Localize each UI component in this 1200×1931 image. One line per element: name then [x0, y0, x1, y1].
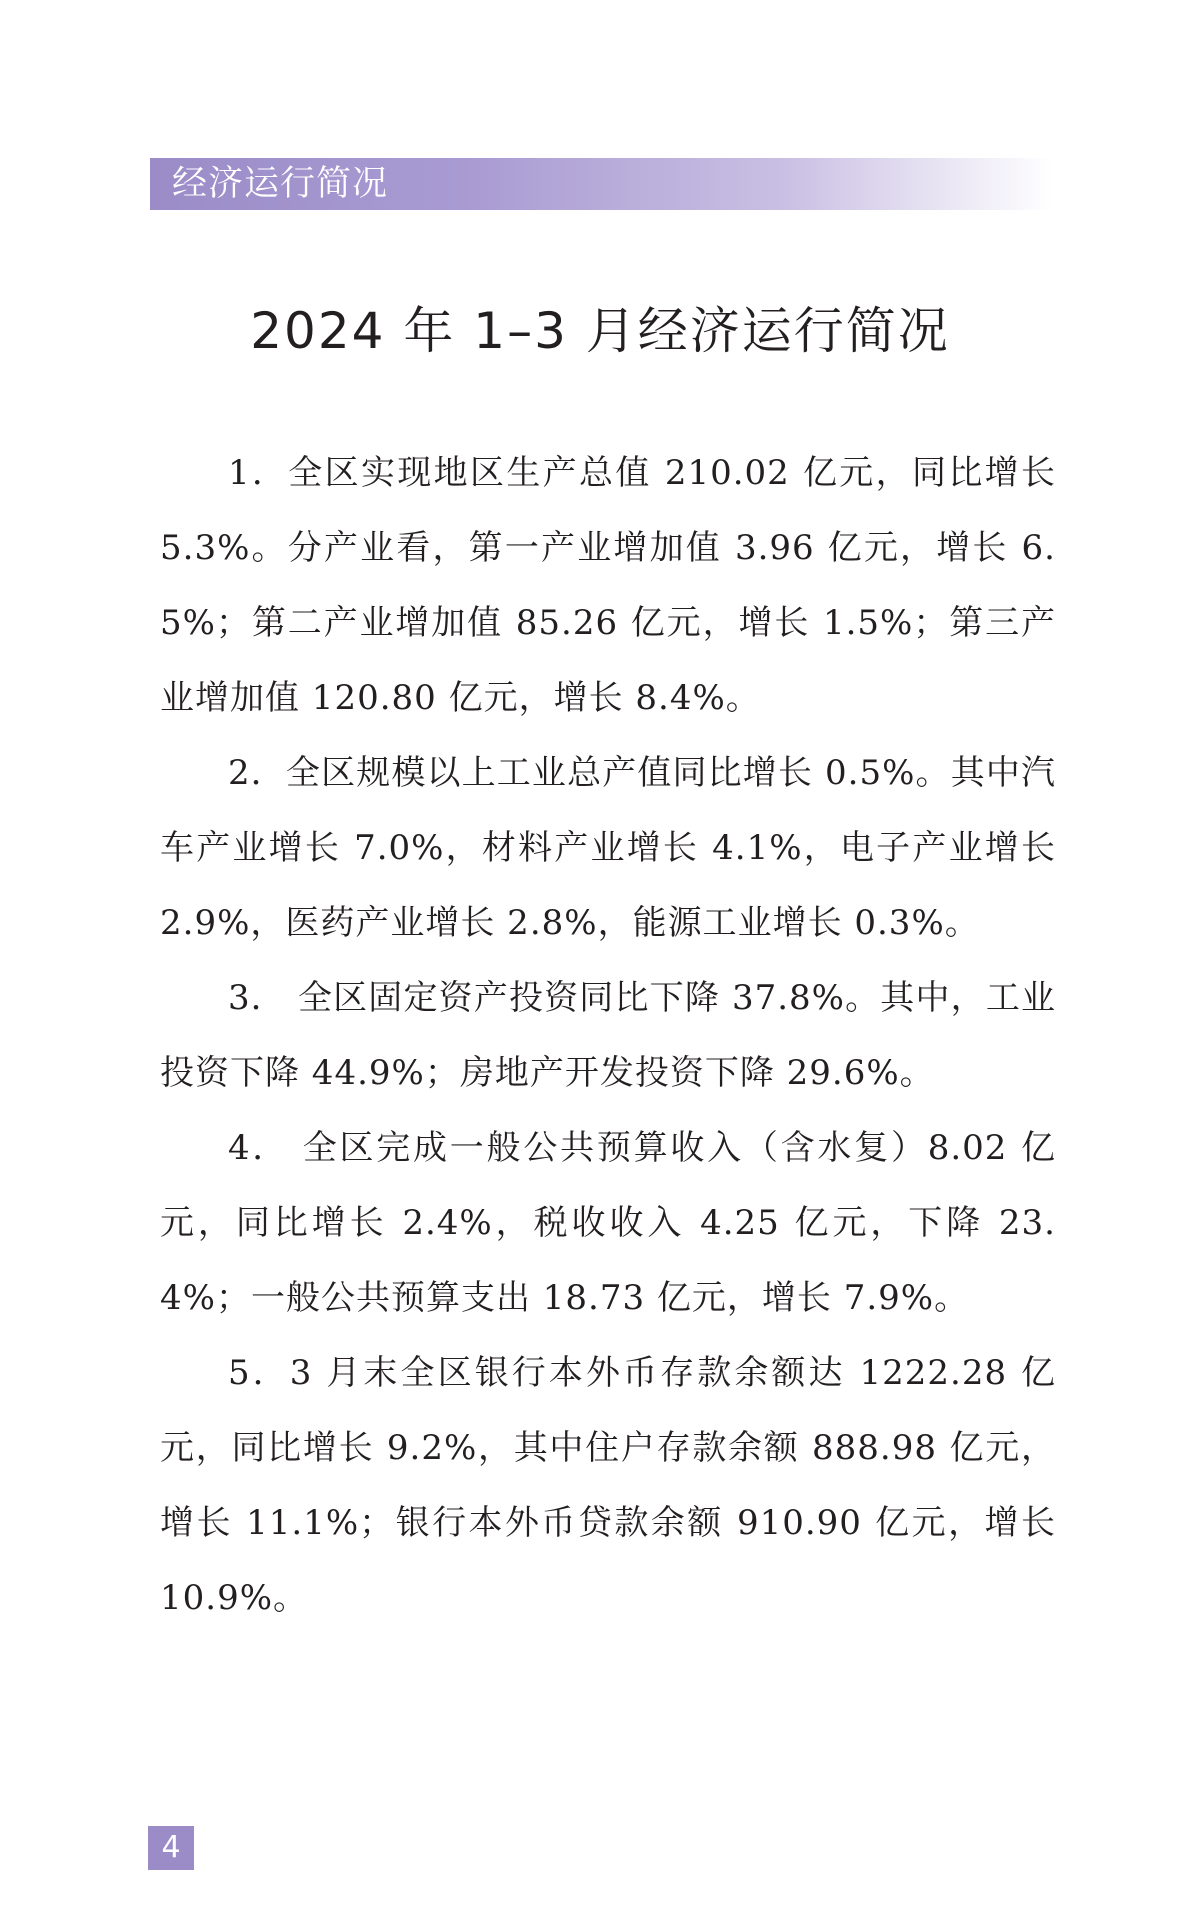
section-label: 经济运行简况 [172, 164, 389, 204]
page-title: 2024 年 1–3 月经济运行简况 [250, 302, 950, 360]
paragraph-banking: 5．3 月末全区银行本外币存款余额达 1222.28 亿元，同比增长 9.2%，其中住户存款余额 888.98 亿元，增长 11.1%；银行本外币贷款余额 910.90 亿元，增长 10.9%。 [160, 1353, 1056, 1618]
page-number: 4 [161, 1830, 181, 1865]
paragraph-budget: 4． 全区完成一般公共预算收入（含水复）8.02 亿元，同比增长 2.4%，税收收入 4.25 亿元，下降 23.4%；一般公共预算支出 18.73 亿元，增长 7.9%。 [160, 1128, 1056, 1318]
paragraph-investment: 3． 全区固定资产投资同比下降 37.8%。其中，工业投资下降 44.9%；房地产开发投资下降 29.6%。 [160, 978, 1056, 1093]
article-body [160, 436, 1056, 1636]
page-number-badge [148, 1826, 194, 1870]
paragraph-industry: 2．全区规模以上工业总产值同比增长 0.5%。其中汽车产业增长 7.0%，材料产业增长 4.1%，电子产业增长 2.9%，医药产业增长 2.8%，能源工业增长 0.3%。 [160, 753, 1056, 943]
section-banner [150, 158, 1054, 210]
paragraph-gdp: 1．全区实现地区生产总值 210.02 亿元，同比增长 5.3%。分产业看，第一产业增加值 3.96 亿元，增长 6.5%；第二产业增加值 85.26 亿元，增长 1.5%；第三产业增加值 120.80 亿元，增长 8.4%。 [160, 453, 1056, 718]
